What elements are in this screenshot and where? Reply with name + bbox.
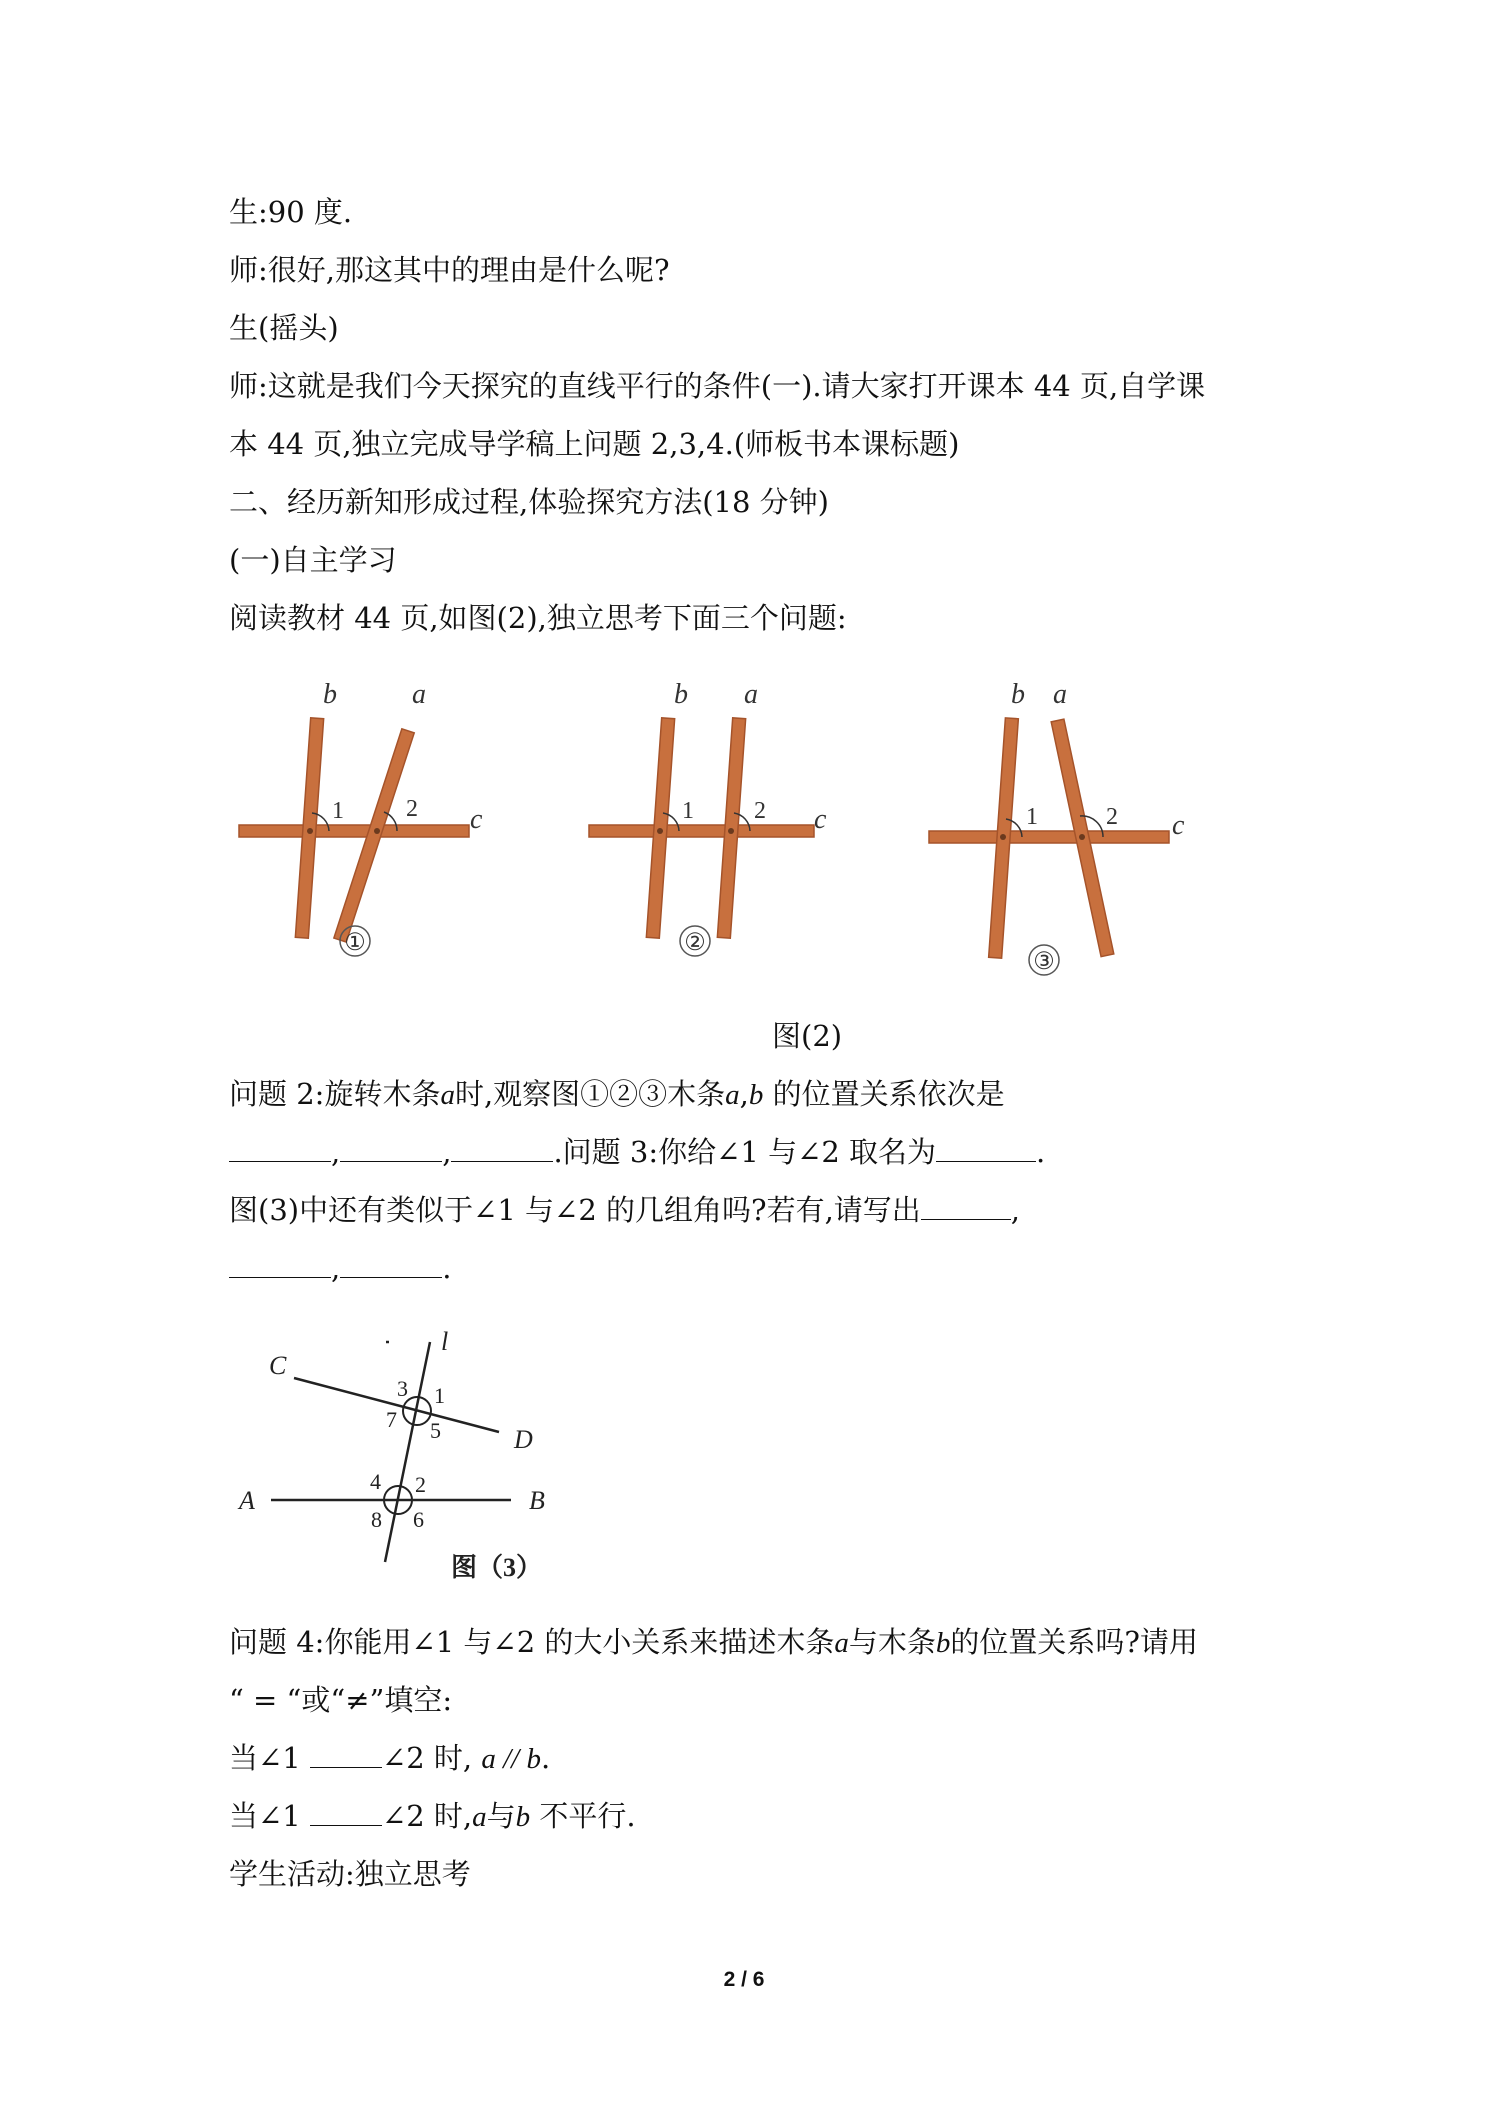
angle-5-label: 5 bbox=[430, 1418, 441, 1443]
angle-1-label-3: 1 bbox=[1026, 804, 1038, 830]
subsection-heading: (一)自主学习 bbox=[229, 543, 397, 577]
question-4-case-2: 当∠1 ∠2 时,a与b 不平行. bbox=[229, 1799, 636, 1833]
text-line-8: 阅读教材 44 页,如图(2),独立思考下面三个问题: bbox=[229, 601, 847, 635]
label-c-1: c bbox=[470, 804, 483, 835]
figure-2-panel-3 bbox=[929, 679, 1185, 975]
angle-1-label-1: 1 bbox=[332, 798, 344, 824]
answer-blank-3[interactable] bbox=[451, 1135, 553, 1162]
text-line-5: 本 44 页,独立完成导学稿上问题 2,3,4.(师板书本课标题) bbox=[229, 427, 960, 461]
point-A-label: A bbox=[239, 1486, 255, 1515]
answer-blank-5[interactable] bbox=[921, 1193, 1011, 1220]
section-heading-2: 二、经历新知形成过程,体验探究方法(18 分钟) bbox=[229, 485, 829, 519]
panel-number-3: ③ bbox=[1033, 949, 1055, 975]
figure-3-question: 图(3)中还有类似于∠1 与∠2 的几组角吗?若有,请写出 , bbox=[229, 1193, 1020, 1227]
label-b-1: b bbox=[323, 679, 337, 710]
label-b-3: b bbox=[1011, 679, 1025, 710]
answer-blank-9[interactable] bbox=[310, 1799, 382, 1826]
angle-2-label-3: 2 bbox=[1106, 804, 1118, 830]
answer-blank-7[interactable] bbox=[340, 1251, 442, 1278]
answer-blank-4[interactable] bbox=[936, 1135, 1036, 1162]
answer-blank-2[interactable] bbox=[340, 1135, 442, 1162]
text-line-3: 生(摇头) bbox=[229, 311, 339, 345]
angle-4-label: 4 bbox=[370, 1469, 381, 1494]
point-D-label: D bbox=[514, 1425, 533, 1454]
label-a-1: a bbox=[412, 679, 426, 710]
figure-3 bbox=[229, 1322, 609, 1592]
label-b-2: b bbox=[674, 679, 688, 710]
text-line-4: 师:这就是我们今天探究的直线平行的条件(一).请大家打开课本 44 页,自学课 bbox=[229, 369, 1206, 403]
question-4: 问题 4:你能用∠1 与∠2 的大小关系来描述木条a与木条b的位置关系吗?请用 bbox=[229, 1625, 1198, 1659]
question-4-instruction: “ = “或“≠”填空: bbox=[229, 1683, 453, 1717]
figure-3-question-cont: , . bbox=[229, 1250, 451, 1286]
angle-1-label: 1 bbox=[434, 1383, 445, 1408]
point-B-label: B bbox=[529, 1486, 545, 1515]
figure-2 bbox=[229, 668, 1209, 988]
label-a-2: a bbox=[744, 679, 758, 710]
student-activity: 学生活动:独立思考 bbox=[229, 1857, 471, 1891]
label-c-2: c bbox=[814, 804, 827, 835]
answer-blank-1[interactable] bbox=[229, 1135, 331, 1162]
point-C-label: C bbox=[269, 1351, 287, 1380]
label-a-3: a bbox=[1053, 679, 1067, 710]
question-3-line: , , .问题 3:你给∠1 与∠2 取名为 . bbox=[229, 1134, 1045, 1170]
text-line-2: 师:很好,那这其中的理由是什么呢? bbox=[229, 253, 670, 287]
angle-2-label-1: 2 bbox=[406, 796, 418, 822]
line-l-label: l bbox=[441, 1327, 449, 1356]
angle-3-label: 3 bbox=[397, 1376, 408, 1401]
figure-2-panel-2 bbox=[589, 679, 827, 956]
answer-blank-8[interactable] bbox=[310, 1741, 382, 1768]
question-4-case-1: 当∠1 ∠2 时, a // b. bbox=[229, 1741, 551, 1775]
page-number: 2 / 6 bbox=[723, 1968, 765, 1991]
panel-number-1: ① bbox=[344, 930, 366, 956]
angle-1-label-2: 1 bbox=[682, 798, 694, 824]
angle-7-label: 7 bbox=[386, 1407, 397, 1432]
angle-2-label: 2 bbox=[415, 1472, 426, 1497]
angle-8-label: 8 bbox=[371, 1507, 382, 1532]
angle-2-label-2: 2 bbox=[754, 798, 766, 824]
figure-2-panel-1 bbox=[239, 679, 483, 956]
answer-blank-6[interactable] bbox=[229, 1251, 331, 1278]
question-2: 问题 2:旋转木条a时,观察图①②③木条a,b 的位置关系依次是 bbox=[229, 1077, 1005, 1111]
label-c-3: c bbox=[1172, 810, 1185, 841]
figure-2-caption: 图(2) bbox=[772, 1019, 843, 1053]
panel-number-2: ② bbox=[684, 930, 706, 956]
text-line-1: 生:90 度. bbox=[229, 195, 353, 229]
angle-6-label: 6 bbox=[413, 1507, 424, 1532]
figure-3-caption: 图（3） bbox=[451, 1553, 543, 1582]
